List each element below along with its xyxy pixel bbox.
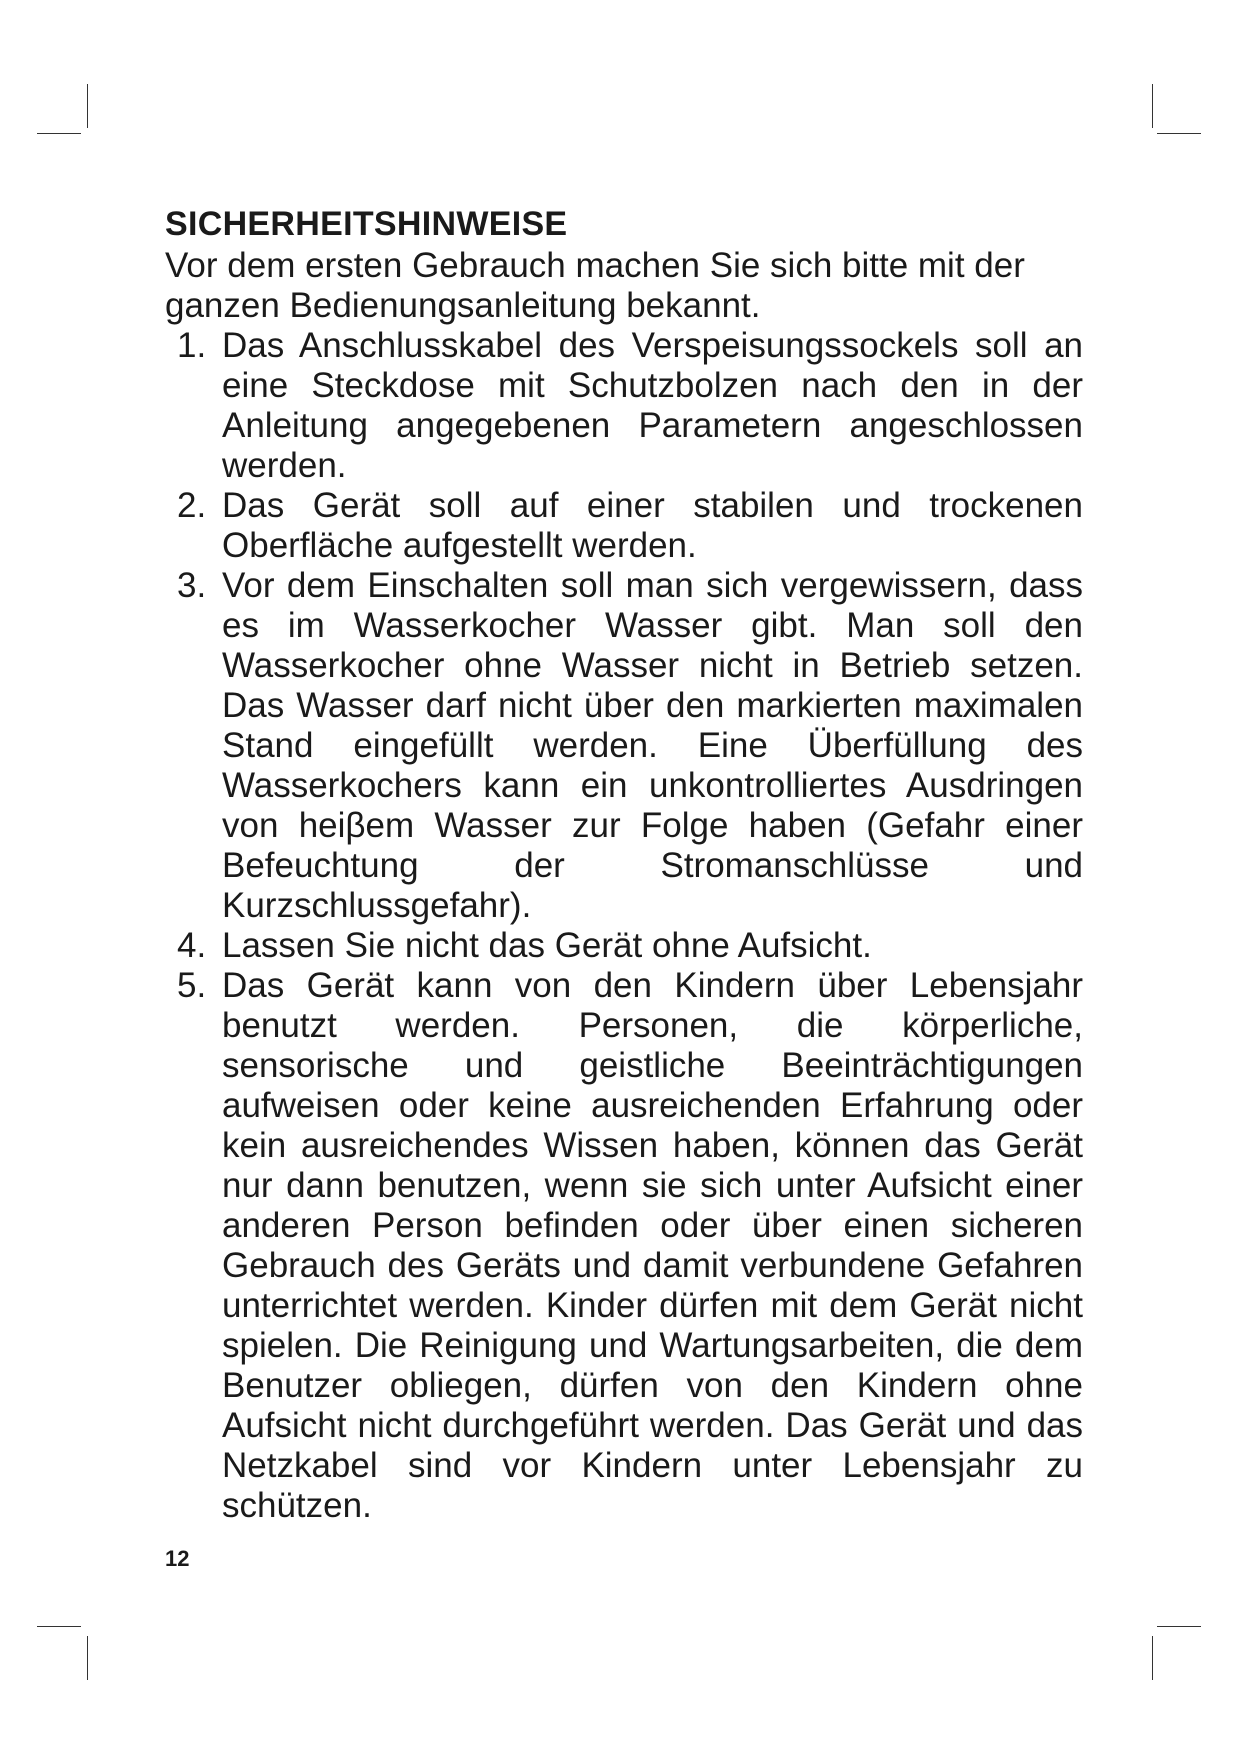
list-item [165, 566, 1083, 926]
list-item-text: Das Gerät soll auf einer stabilen und trockenen Oberfläche aufgestellt werden. [222, 486, 1083, 565]
list-item [165, 486, 1083, 566]
list-item-number: 3. [177, 566, 207, 605]
list-item [165, 926, 1083, 966]
crop-mark-top-left-horizontal [37, 133, 81, 134]
intro-paragraph: Vor dem ersten Gebrauch machen Sie sich bitte mit der ganzen Bedienungsanleitung bekannt. [165, 246, 1025, 325]
list-item-number: 5. [177, 966, 207, 1005]
crop-mark-top-right-horizontal [1157, 133, 1201, 134]
list-item-number: 4. [177, 926, 207, 965]
crop-mark-top-right-vertical [1152, 84, 1153, 128]
crop-mark-bottom-left-vertical [87, 1636, 88, 1680]
document-body [165, 204, 1083, 1526]
page-number: 12 [165, 1546, 190, 1571]
list-item [165, 326, 1083, 486]
crop-mark-top-left-vertical [87, 84, 88, 128]
page-title: SICHERHEITSHINWEISE [165, 205, 568, 243]
list-item-number: 1. [177, 326, 207, 365]
list-item-number: 2. [177, 486, 207, 525]
list-item-text: Vor dem Einschalten soll man sich vergewissern, dass es im Wasserkocher Wasser gibt. Man soll den Wasserkocher ohne Wasser nicht in Betrieb setzen. Das Wasser darf nicht über den markierten maximalen Stand eingefüllt werden. Eine Überfüllung des Wasserkochers kann ein unkontrolliertes Ausdringen von heiβem Wasser zur Folge haben (Gefahr einer Befeuchtung der Stromanschlüsse und Kurzschlussgefahr). [222, 566, 1083, 925]
crop-mark-bottom-right-vertical [1152, 1636, 1153, 1680]
list-item-text: Das Anschlusskabel des Verspeisungssockels soll an eine Steckdose mit Schutzbolzen nach den in der Anleitung angegebenen Parametern angeschlossen werden. [222, 326, 1083, 485]
crop-mark-bottom-left-horizontal [37, 1626, 81, 1627]
safety-list [165, 326, 1083, 1526]
list-item-text: Das Gerät kann von den Kindern über Lebensjahr benutzt werden. Personen, die körperliche, sensorische und geistliche Beeinträchtigungen aufweisen oder keine ausreichenden Erfahrung oder kein ausreichendes Wissen haben, können das Gerät nur dann benutzen, wenn sie sich unter Aufsicht einer anderen Person befinden oder über einen sicheren Gebrauch des Geräts und damit verbundene Gefahren unterrichtet werden. Kinder dürfen mit dem Gerät nicht spielen. Die Reinigung und Wartungsarbeiten, die dem Benutzer obliegen, dürfen von den Kindern ohne Aufsicht nicht durchgeführt werden. Das Gerät und das Netzkabel sind vor Kindern unter Lebensjahr zu schützen. [222, 966, 1083, 1525]
crop-mark-bottom-right-horizontal [1157, 1626, 1201, 1627]
list-item-text: Lassen Sie nicht das Gerät ohne Aufsicht. [222, 926, 872, 965]
list-item [165, 966, 1083, 1526]
